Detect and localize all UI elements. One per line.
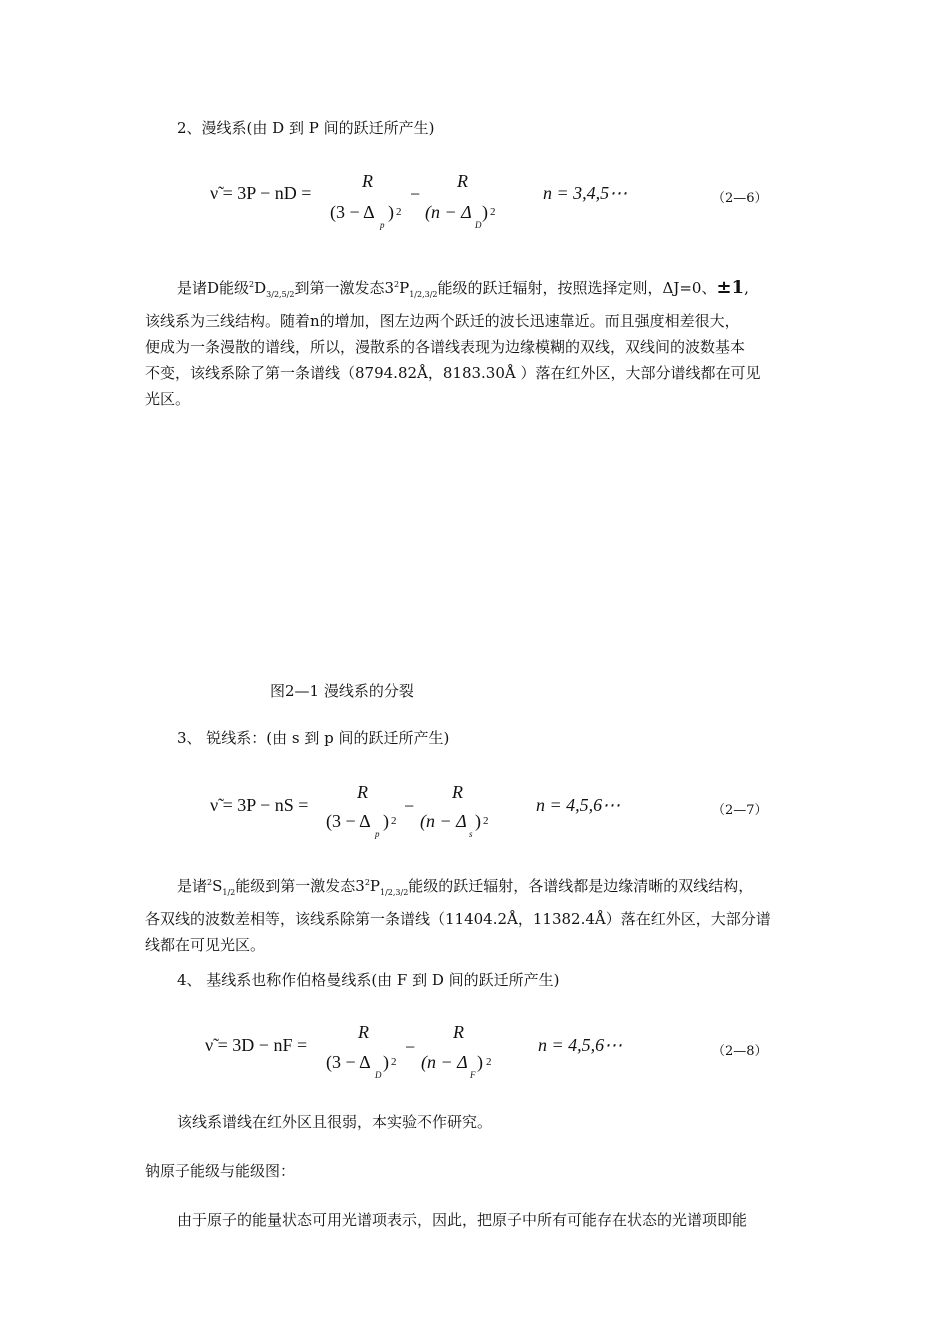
eq-square: 2 — [483, 815, 489, 827]
eq-close: ) — [477, 1052, 483, 1072]
eq-close: ) — [388, 202, 394, 222]
eq-numerator: R — [453, 1022, 464, 1042]
eq-numerator: R — [457, 171, 468, 191]
sec3-heading: 3、 锐线系：(由 s 到 p 间的跃迁所产生) — [177, 729, 450, 747]
eq-square: 2 — [486, 1056, 492, 1068]
eq-lhs: ν̃ = 3P − nD = — [210, 183, 312, 203]
eq-sub: s — [469, 829, 473, 839]
eq-denominator: (3 − Δ — [330, 202, 375, 222]
eq-sub: p — [375, 829, 380, 839]
eq-denominator: (n − Δ — [425, 202, 472, 222]
eq-denominator: (3 − Δ — [326, 811, 371, 831]
eq-close: ) — [383, 811, 389, 831]
body-paragraph: 由于原子的能量状态可用光谱项表示，因此，把原子中所有可能存在状态的光谱项即能 — [177, 1211, 748, 1229]
eq-denominator: (n − Δ — [421, 1052, 468, 1072]
eq-sub: p — [380, 220, 385, 230]
section-title: 钠原子能级与能级图： — [145, 1162, 296, 1180]
eq-sub: F — [470, 1070, 476, 1080]
eq-close: ) — [383, 1052, 389, 1072]
eq-square: 2 — [396, 206, 402, 218]
figure-caption: 图2—1 漫线系的分裂 — [270, 682, 414, 700]
eq-minus: − — [410, 184, 421, 204]
sec4-heading: 4、 基线系也称作伯格曼线系(由 F 到 D 间的跃迁所产生) — [177, 971, 560, 989]
sec3-paragraph: 是诸$^2S_{1/2}$能级到第一激发态$3^2P_{1/2,3/2}$能级的跃迁辐射，各谱线都是边缘清晰的双线结构， 各双线的波数差相等，该线系除第一条谱线（11404.2Å，11382.4Å）落在红外区，大部分谱 线都在可见光区。 — [145, 877, 771, 954]
eq-numerator: R — [452, 782, 463, 802]
eq-n-range: n = 4,5,6⋯ — [536, 795, 621, 815]
eq-minus: − — [405, 1037, 416, 1057]
eq-lhs: ν̃ = 3P − nS = — [210, 795, 309, 815]
eq-n-range: n = 3,4,5⋯ — [543, 183, 628, 203]
eq-close: ) — [482, 202, 488, 222]
sec2-paragraph: 是诸D能级$^2D_{3/2,5/2}$到第一激发态$3^2P_{1/2,3/2}$能级的跃迁辐射，按照选择定则，ΔJ=0、±1, 该线系为三线结构。随着n的增加，图左边两个跃迁的波长迅速靠近。而且强度相差很大， 便成为一条漫散的谱线，所以，漫散系的各谱线表现为边缘模糊的双线，双线间的波数基本 不变，该线系除了第一条谱线（8794.82Å，8183.30Å ）落在红外区，大部分谱线都在可见 光区。 — [145, 277, 761, 408]
eq-close: ) — [475, 811, 481, 831]
eq-square: 2 — [391, 815, 397, 827]
eq-minus: − — [404, 796, 415, 816]
sec4-paragraph: 该线系谱线在红外区且很弱，本实验不作研究。 — [177, 1113, 493, 1131]
eq-denominator: (n − Δ — [420, 811, 467, 831]
eq-square: 2 — [490, 206, 496, 218]
eq-denominator: (3 − Δ — [326, 1052, 371, 1072]
eq-numerator: R — [357, 782, 368, 802]
eq-sub: D — [375, 1070, 382, 1080]
sec2-heading: 2、漫线系(由 D 到 P 间的跃迁所产生) — [177, 119, 435, 137]
eq-number: （2—6） — [712, 191, 768, 206]
eq-n-range: n = 4,5,6⋯ — [538, 1035, 623, 1055]
eq-numerator: R — [362, 171, 373, 191]
eq-sub: D — [475, 220, 482, 230]
eq-number: （2—8） — [712, 1044, 768, 1059]
eq-lhs: ν̃ = 3D − nF = — [205, 1035, 308, 1055]
eq-numerator: R — [358, 1022, 369, 1042]
eq-square: 2 — [391, 1056, 397, 1068]
eq-number: （2—7） — [712, 803, 768, 818]
